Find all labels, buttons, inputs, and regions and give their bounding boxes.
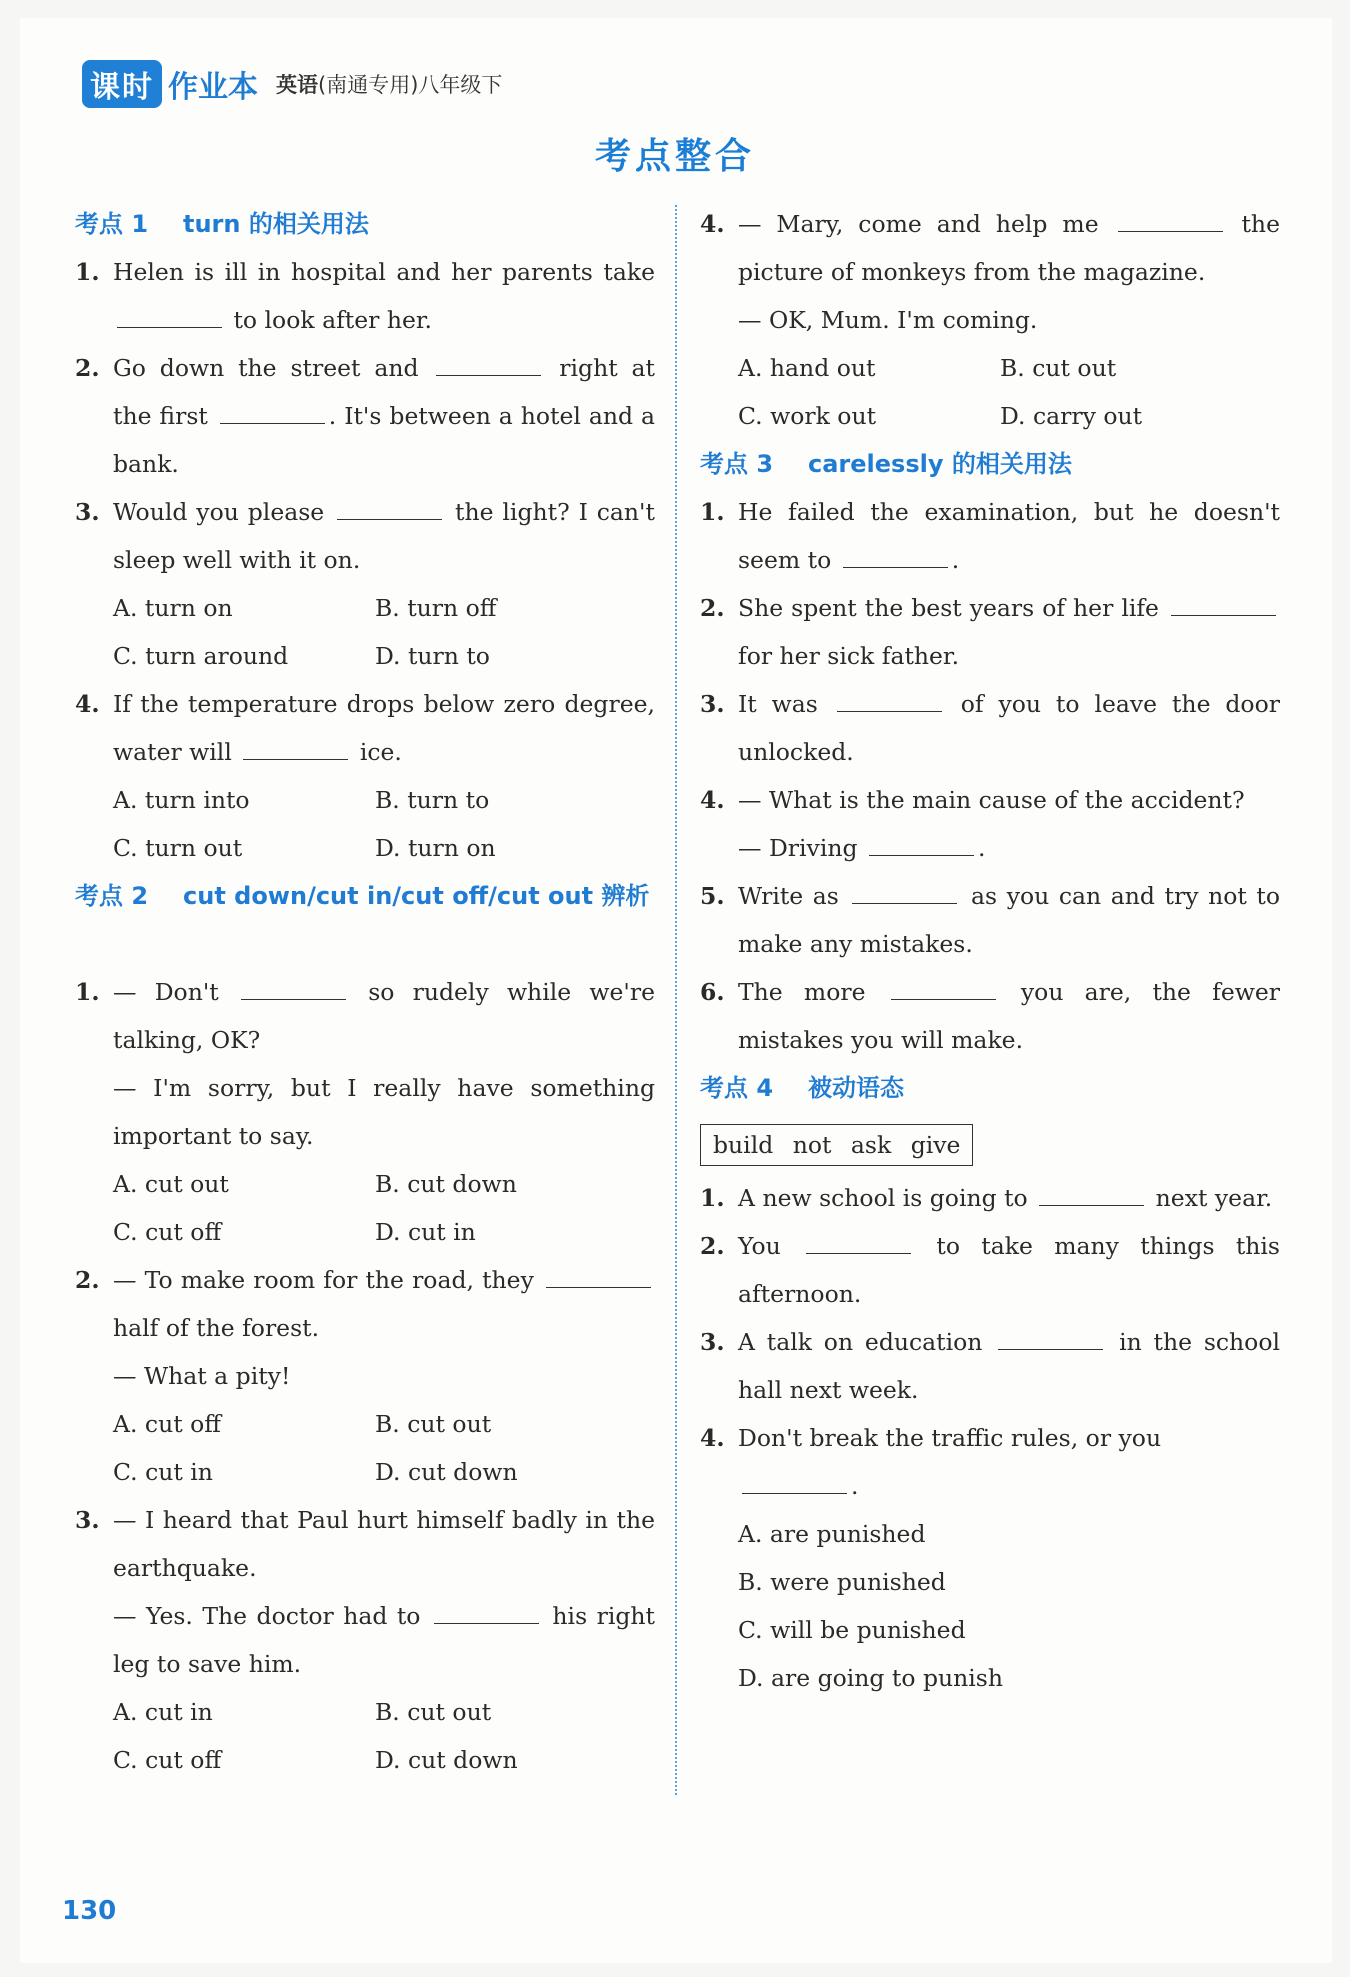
options [75,776,655,872]
option-c[interactable]: C. turn out [113,834,243,862]
question: 6. The more you are, the fewer mistakes you will make. [700,978,1280,1054]
option-d[interactable]: D. cut in [375,1218,476,1246]
option-c[interactable]: C. work out [738,402,877,430]
question: 1. Helen is ill in hospital and her parents take to look after her. [75,258,655,334]
page-number: 130 [62,1896,117,1926]
answer-blank[interactable] [1118,209,1223,232]
question: 4. — Mary, come and help me the picture of monkeys from the magazine. — OK, Mum. I'm coming. [700,210,1280,334]
option-d[interactable]: D. cut down [375,1746,518,1774]
option-b[interactable]: B. cut down [375,1170,517,1198]
option-b[interactable]: B. cut out [375,1698,492,1726]
question: 2. — To make room for the road, they half of the forest. — What a pity! [75,1256,655,1400]
right-column [700,200,1280,1702]
question: 3. It was of you to leave the door unlocked. [700,690,1280,766]
left-column [75,200,655,1784]
option-d[interactable]: D. carry out [1000,402,1143,430]
book-info: 英语(南通专用)八年级下 [276,73,503,97]
question: 2. She spent the best years of her life for her sick father. [700,584,1280,680]
answer-blank[interactable] [891,977,996,1000]
answer-blank[interactable] [243,737,348,760]
answer-blank[interactable] [837,689,942,712]
question: 1. — Don't so rudely while we're talking, OK? — I'm sorry, but I really have something important to say. [75,978,655,1150]
question: 1. A new school is going to next year. [700,1184,1273,1212]
option-a[interactable]: A. are punished [738,1520,926,1548]
question: 5. Write as as you can and try not to make any mistakes. [700,882,1280,958]
option-a[interactable]: A. cut off [113,1410,221,1438]
question: 3. A talk on education in the school hall next week. [700,1328,1280,1404]
question: 2. You to take many things this afternoon. [700,1232,1280,1308]
option-d[interactable]: D. are going to punish [738,1664,1004,1692]
answer-blank[interactable] [220,401,325,424]
question: 4. If the temperature drops below zero degree, water will ice. [75,690,655,766]
option-d[interactable]: D. turn on [375,834,496,862]
question: 3. — I heard that Paul hurt himself badly in the earthquake. — Yes. The doctor had to his right leg to save him. [75,1506,655,1678]
option-c[interactable]: C. turn around [113,642,289,670]
answer-blank[interactable] [117,305,222,328]
section-heading: 考点 3 carelessly 的相关用法 [700,450,1072,478]
option-b[interactable]: B. were punished [738,1568,946,1596]
option-a[interactable]: A. cut in [113,1698,213,1726]
question: 4. Don't break the traffic rules, or you . [700,1424,1162,1500]
answer-blank[interactable] [434,1601,539,1624]
question: 1. He failed the examination, but he doesn't seem to . [700,498,1280,574]
option-c[interactable]: C. cut in [113,1458,213,1486]
option-a[interactable]: A. hand out [738,354,876,382]
page-title: 考点整合 [594,135,755,177]
section-heading: 考点 2 cut down/cut in/cut off/cut out 辨析 [75,882,650,910]
options [75,1160,655,1256]
section-heading: 考点 1 turn 的相关用法 [75,210,369,238]
answer-blank[interactable] [241,977,346,1000]
column-divider [675,205,677,1795]
book-logo: 课时 [82,60,162,108]
answer-blank[interactable] [998,1327,1103,1350]
answer-blank[interactable] [742,1471,847,1494]
option-d[interactable]: D. turn to [375,642,490,670]
option-d[interactable]: D. cut down [375,1458,518,1486]
question: 4. — What is the main cause of the accident? — Driving . [700,786,1245,862]
answer-blank[interactable] [436,353,541,376]
options [75,1688,655,1784]
word-bank: build not ask give [700,1124,973,1166]
section-heading: 考点 4 被动语态 [700,1074,904,1102]
answer-blank[interactable] [1039,1183,1144,1206]
option-a[interactable]: A. turn on [113,594,233,622]
question: 2. Go down the street and right at the first . It's between a hotel and a bank. [75,354,655,478]
book-header [82,62,502,106]
option-b[interactable]: B. cut out [1000,354,1117,382]
option-b[interactable]: B. turn to [375,786,490,814]
answer-blank[interactable] [1171,593,1276,616]
option-a[interactable]: A. turn into [113,786,250,814]
answer-blank[interactable] [852,881,957,904]
options [75,1400,655,1496]
option-c[interactable]: C. will be punished [738,1616,966,1644]
answer-blank[interactable] [806,1231,911,1254]
question: 3. Would you please the light? I can't sleep well with it on. [75,498,655,574]
book-series: 作业本 [168,70,258,105]
option-a[interactable]: A. cut out [113,1170,229,1198]
answer-blank[interactable] [337,497,442,520]
option-c[interactable]: C. cut off [113,1746,222,1774]
option-b[interactable]: B. cut out [375,1410,492,1438]
answer-blank[interactable] [869,833,974,856]
options [700,344,1280,440]
answer-blank[interactable] [843,545,948,568]
options [700,1510,1280,1702]
answer-blank[interactable] [546,1265,651,1288]
option-c[interactable]: C. cut off [113,1218,222,1246]
options [75,584,655,680]
option-b[interactable]: B. turn off [375,594,497,622]
